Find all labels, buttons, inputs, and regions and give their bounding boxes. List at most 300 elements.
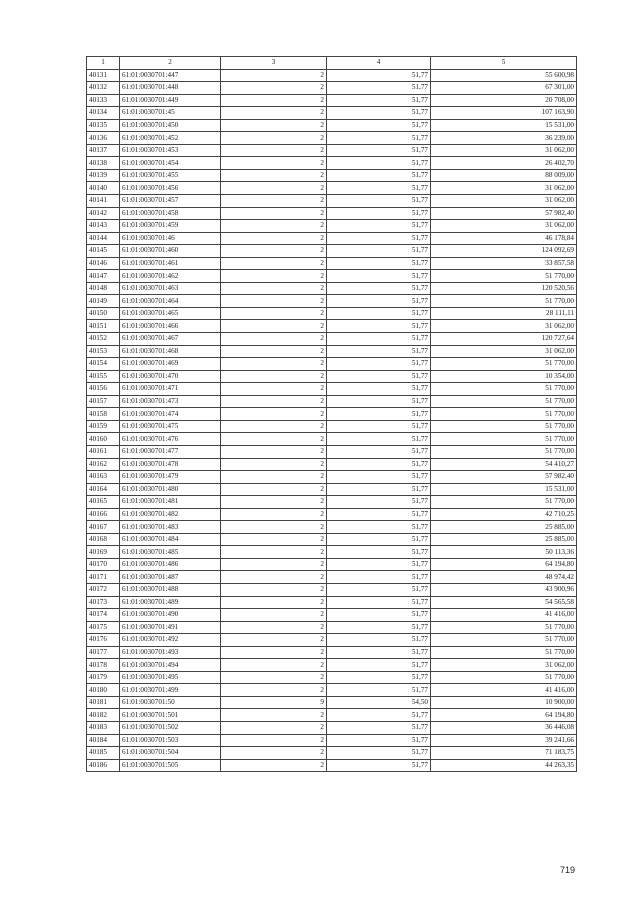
table-row (87, 471, 577, 484)
cell-cadastral-id: 61:01:0030701:458 (120, 207, 221, 220)
cell-amount: 31 062,00 (431, 320, 577, 333)
table-row (87, 583, 577, 596)
cell-rate: 51,77 (327, 82, 431, 95)
table-row (87, 458, 577, 471)
cell-cadastral-id: 61:01:0030701:456 (120, 182, 221, 195)
cell-number: 40181 (87, 696, 120, 709)
cell-amount: 51 770,00 (431, 383, 577, 396)
cell-rate: 51,77 (327, 383, 431, 396)
cell-amount: 41 416,00 (431, 684, 577, 697)
cell-cadastral-id: 61:01:0030701:45 (120, 107, 221, 120)
cell-number: 40170 (87, 558, 120, 571)
cell-count: 2 (221, 383, 327, 396)
cell-rate: 51,77 (327, 395, 431, 408)
cell-cadastral-id: 61:01:0030701:473 (120, 395, 221, 408)
cell-count: 2 (221, 333, 327, 346)
cell-cadastral-id: 61:01:0030701:503 (120, 734, 221, 747)
cell-cadastral-id: 61:01:0030701:502 (120, 721, 221, 734)
cell-amount: 124 092,69 (431, 245, 577, 258)
cell-amount: 51 770,00 (431, 420, 577, 433)
table-row (87, 395, 577, 408)
cell-amount: 31 062,00 (431, 195, 577, 208)
cell-rate: 51,77 (327, 320, 431, 333)
cell-rate: 51,77 (327, 521, 431, 534)
cell-number: 40160 (87, 433, 120, 446)
cell-number: 40169 (87, 546, 120, 559)
cell-count: 2 (221, 546, 327, 559)
cell-amount: 48 974,42 (431, 571, 577, 584)
cell-amount: 36 239,00 (431, 132, 577, 145)
table-row (87, 383, 577, 396)
cell-rate: 51,77 (327, 433, 431, 446)
cell-amount: 25 885,00 (431, 521, 577, 534)
table-row (87, 684, 577, 697)
cell-count: 2 (221, 671, 327, 684)
cell-rate: 51,77 (327, 270, 431, 283)
cell-number: 40180 (87, 684, 120, 697)
table-row (87, 107, 577, 120)
cell-count: 2 (221, 571, 327, 584)
cell-count: 2 (221, 646, 327, 659)
cell-count: 2 (221, 420, 327, 433)
cell-count: 2 (221, 596, 327, 609)
cell-rate: 51,77 (327, 232, 431, 245)
cell-number: 40150 (87, 307, 120, 320)
cell-cadastral-id: 61:01:0030701:495 (120, 671, 221, 684)
cell-cadastral-id: 61:01:0030701:476 (120, 433, 221, 446)
cell-count: 2 (221, 445, 327, 458)
cell-number: 40156 (87, 383, 120, 396)
cell-number: 40144 (87, 232, 120, 245)
cell-rate: 51,77 (327, 144, 431, 157)
cell-number: 40158 (87, 408, 120, 421)
cell-number: 40149 (87, 295, 120, 308)
table-header-row (87, 57, 577, 70)
cell-count: 2 (221, 257, 327, 270)
cell-count: 2 (221, 69, 327, 82)
cell-amount: 50 113,36 (431, 546, 577, 559)
cell-amount: 51 770,00 (431, 433, 577, 446)
cell-amount: 36 446,08 (431, 721, 577, 734)
cell-rate: 51,77 (327, 508, 431, 521)
cell-count: 2 (221, 320, 327, 333)
table-row (87, 282, 577, 295)
cell-number: 40153 (87, 345, 120, 358)
cell-cadastral-id: 61:01:0030701:468 (120, 345, 221, 358)
column-header: 2 (120, 57, 221, 70)
column-header: 4 (327, 57, 431, 70)
cell-cadastral-id: 61:01:0030701:464 (120, 295, 221, 308)
cell-number: 40141 (87, 195, 120, 208)
cell-cadastral-id: 61:01:0030701:450 (120, 119, 221, 132)
table-row (87, 521, 577, 534)
cell-amount: 54 410,27 (431, 458, 577, 471)
table-row (87, 747, 577, 760)
cell-number: 40168 (87, 533, 120, 546)
cell-amount: 44 263,35 (431, 759, 577, 772)
table-row (87, 408, 577, 421)
cell-count: 2 (221, 107, 327, 120)
cell-amount: 26 402,70 (431, 157, 577, 170)
cell-amount: 31 062,00 (431, 144, 577, 157)
cell-amount: 51 770,00 (431, 395, 577, 408)
cell-cadastral-id: 61:01:0030701:474 (120, 408, 221, 421)
cell-cadastral-id: 61:01:0030701:462 (120, 270, 221, 283)
cell-cadastral-id: 61:01:0030701:504 (120, 747, 221, 760)
cell-cadastral-id: 61:01:0030701:484 (120, 533, 221, 546)
cell-amount: 51 770,00 (431, 621, 577, 634)
cell-count: 2 (221, 207, 327, 220)
cell-amount: 15 531,00 (431, 483, 577, 496)
cell-cadastral-id: 61:01:0030701:466 (120, 320, 221, 333)
cell-rate: 51,77 (327, 496, 431, 509)
cell-number: 40176 (87, 634, 120, 647)
cell-count: 2 (221, 245, 327, 258)
cell-rate: 51,77 (327, 546, 431, 559)
table-body (87, 69, 577, 772)
cell-number: 40163 (87, 471, 120, 484)
cell-rate: 51,77 (327, 182, 431, 195)
table-row (87, 634, 577, 647)
table-row (87, 132, 577, 145)
cell-amount: 10 354,00 (431, 370, 577, 383)
cell-cadastral-id: 61:01:0030701:478 (120, 458, 221, 471)
cell-amount: 15 531,00 (431, 119, 577, 132)
cell-rate: 51,77 (327, 345, 431, 358)
cell-amount: 41 416,00 (431, 609, 577, 622)
cell-cadastral-id: 61:01:0030701:463 (120, 282, 221, 295)
table-row (87, 483, 577, 496)
cell-cadastral-id: 61:01:0030701:457 (120, 195, 221, 208)
cell-count: 2 (221, 232, 327, 245)
cell-number: 40182 (87, 709, 120, 722)
table-row (87, 496, 577, 509)
cell-rate: 51,77 (327, 621, 431, 634)
table-row (87, 307, 577, 320)
cell-number: 40172 (87, 583, 120, 596)
cell-rate: 51,77 (327, 169, 431, 182)
cell-amount: 51 770,00 (431, 445, 577, 458)
cell-amount: 64 194,80 (431, 709, 577, 722)
table-row (87, 195, 577, 208)
cell-number: 40175 (87, 621, 120, 634)
cell-count: 2 (221, 220, 327, 233)
cell-count: 2 (221, 295, 327, 308)
cell-amount: 20 708,00 (431, 94, 577, 107)
cell-cadastral-id: 61:01:0030701:46 (120, 232, 221, 245)
cell-rate: 51,77 (327, 282, 431, 295)
cell-rate: 51,77 (327, 721, 431, 734)
cell-number: 40147 (87, 270, 120, 283)
cell-amount: 71 183,75 (431, 747, 577, 760)
cell-number: 40167 (87, 521, 120, 534)
cell-cadastral-id: 61:01:0030701:461 (120, 257, 221, 270)
table-row (87, 445, 577, 458)
cell-number: 40138 (87, 157, 120, 170)
cell-number: 40154 (87, 358, 120, 371)
table-row (87, 157, 577, 170)
table-row (87, 621, 577, 634)
table-row (87, 696, 577, 709)
cell-rate: 51,77 (327, 571, 431, 584)
cell-count: 2 (221, 759, 327, 772)
cell-rate: 51,77 (327, 734, 431, 747)
cell-count: 2 (221, 533, 327, 546)
cell-rate: 54,50 (327, 696, 431, 709)
cell-count: 2 (221, 621, 327, 634)
cell-count: 2 (221, 558, 327, 571)
table-row (87, 245, 577, 258)
table-row (87, 220, 577, 233)
cell-rate: 51,77 (327, 207, 431, 220)
cell-amount: 120 727,64 (431, 333, 577, 346)
cell-number: 40185 (87, 747, 120, 760)
cell-rate: 51,77 (327, 220, 431, 233)
cell-cadastral-id: 61:01:0030701:453 (120, 144, 221, 157)
table-row (87, 144, 577, 157)
cell-cadastral-id: 61:01:0030701:477 (120, 445, 221, 458)
cell-rate: 51,77 (327, 558, 431, 571)
cell-number: 40140 (87, 182, 120, 195)
cell-amount: 43 900,96 (431, 583, 577, 596)
column-header: 3 (221, 57, 327, 70)
table-row (87, 646, 577, 659)
cell-number: 40143 (87, 220, 120, 233)
cell-amount: 10 900,00 (431, 696, 577, 709)
cell-rate: 51,77 (327, 107, 431, 120)
cell-count: 2 (221, 659, 327, 672)
cell-cadastral-id: 61:01:0030701:494 (120, 659, 221, 672)
cell-rate: 51,77 (327, 583, 431, 596)
column-header: 5 (431, 57, 577, 70)
table-row (87, 82, 577, 95)
table-row (87, 609, 577, 622)
cell-count: 2 (221, 408, 327, 421)
cell-rate: 51,77 (327, 420, 431, 433)
cell-amount: 88 009,00 (431, 169, 577, 182)
cell-rate: 51,77 (327, 709, 431, 722)
cell-count: 2 (221, 583, 327, 596)
cell-cadastral-id: 61:01:0030701:469 (120, 358, 221, 371)
table-row (87, 169, 577, 182)
cell-count: 2 (221, 270, 327, 283)
cell-number: 40166 (87, 508, 120, 521)
cell-cadastral-id: 61:01:0030701:481 (120, 496, 221, 509)
cell-rate: 51,77 (327, 596, 431, 609)
table-row (87, 433, 577, 446)
cell-rate: 51,77 (327, 646, 431, 659)
cell-rate: 51,77 (327, 119, 431, 132)
cell-rate: 51,77 (327, 483, 431, 496)
cell-rate: 51,77 (327, 659, 431, 672)
cell-number: 40164 (87, 483, 120, 496)
table-row (87, 734, 577, 747)
cell-rate: 51,77 (327, 157, 431, 170)
table-row (87, 571, 577, 584)
cell-number: 40146 (87, 257, 120, 270)
cell-amount: 67 301,00 (431, 82, 577, 95)
cell-cadastral-id: 61:01:0030701:460 (120, 245, 221, 258)
cell-amount: 120 520,56 (431, 282, 577, 295)
cell-cadastral-id: 61:01:0030701:492 (120, 634, 221, 647)
cell-count: 2 (221, 358, 327, 371)
cell-cadastral-id: 61:01:0030701:480 (120, 483, 221, 496)
cell-rate: 51,77 (327, 370, 431, 383)
table-row (87, 671, 577, 684)
cell-amount: 39 241,66 (431, 734, 577, 747)
cell-number: 40137 (87, 144, 120, 157)
cell-count: 2 (221, 395, 327, 408)
cell-amount: 25 885,00 (431, 533, 577, 546)
cell-cadastral-id: 61:01:0030701:493 (120, 646, 221, 659)
cell-number: 40134 (87, 107, 120, 120)
cell-amount: 64 194,80 (431, 558, 577, 571)
cell-rate: 51,77 (327, 471, 431, 484)
cell-count: 2 (221, 119, 327, 132)
cell-number: 40155 (87, 370, 120, 383)
cell-number: 40178 (87, 659, 120, 672)
cell-amount: 54 565,58 (431, 596, 577, 609)
cell-amount: 33 857,58 (431, 257, 577, 270)
table-row (87, 94, 577, 107)
cell-number: 40148 (87, 282, 120, 295)
cell-count: 2 (221, 307, 327, 320)
table-row (87, 69, 577, 82)
cell-number: 40184 (87, 734, 120, 747)
cell-count: 2 (221, 634, 327, 647)
table-row (87, 257, 577, 270)
cell-cadastral-id: 61:01:0030701:483 (120, 521, 221, 534)
cell-count: 2 (221, 157, 327, 170)
cell-cadastral-id: 61:01:0030701:482 (120, 508, 221, 521)
cell-count: 2 (221, 496, 327, 509)
cell-amount: 51 770,00 (431, 634, 577, 647)
cell-number: 40142 (87, 207, 120, 220)
cell-number: 40131 (87, 69, 120, 82)
cell-number: 40136 (87, 132, 120, 145)
cell-count: 2 (221, 521, 327, 534)
cell-count: 2 (221, 144, 327, 157)
cell-count: 2 (221, 169, 327, 182)
cell-count: 2 (221, 370, 327, 383)
cell-amount: 42 710,25 (431, 508, 577, 521)
table-row (87, 558, 577, 571)
cell-number: 40174 (87, 609, 120, 622)
cell-cadastral-id: 61:01:0030701:505 (120, 759, 221, 772)
cell-count: 2 (221, 734, 327, 747)
table-row (87, 232, 577, 245)
table-row (87, 119, 577, 132)
cell-rate: 51,77 (327, 634, 431, 647)
cell-cadastral-id: 61:01:0030701:487 (120, 571, 221, 584)
cell-count: 2 (221, 182, 327, 195)
cell-number: 40162 (87, 458, 120, 471)
cell-rate: 51,77 (327, 307, 431, 320)
cell-count: 2 (221, 747, 327, 760)
cell-count: 9 (221, 696, 327, 709)
cell-number: 40173 (87, 596, 120, 609)
cell-amount: 55 600,98 (431, 69, 577, 82)
cell-count: 2 (221, 195, 327, 208)
cell-cadastral-id: 61:01:0030701:452 (120, 132, 221, 145)
cell-cadastral-id: 61:01:0030701:448 (120, 82, 221, 95)
cell-number: 40132 (87, 82, 120, 95)
table-row (87, 370, 577, 383)
cell-count: 2 (221, 433, 327, 446)
cell-count: 2 (221, 721, 327, 734)
cell-count: 2 (221, 458, 327, 471)
cell-rate: 51,77 (327, 295, 431, 308)
cell-amount: 51 770,00 (431, 496, 577, 509)
cell-rate: 51,77 (327, 759, 431, 772)
cell-cadastral-id: 61:01:0030701:465 (120, 307, 221, 320)
cell-count: 2 (221, 471, 327, 484)
cell-count: 2 (221, 483, 327, 496)
cell-amount: 51 770,00 (431, 646, 577, 659)
cell-cadastral-id: 61:01:0030701:470 (120, 370, 221, 383)
column-header: 1 (87, 57, 120, 70)
cell-number: 40145 (87, 245, 120, 258)
data-table (86, 56, 577, 772)
cell-cadastral-id: 61:01:0030701:449 (120, 94, 221, 107)
cell-rate: 51,77 (327, 245, 431, 258)
cell-number: 40161 (87, 445, 120, 458)
cell-number: 40159 (87, 420, 120, 433)
cell-rate: 51,77 (327, 747, 431, 760)
cell-cadastral-id: 61:01:0030701:499 (120, 684, 221, 697)
cell-cadastral-id: 61:01:0030701:467 (120, 333, 221, 346)
cell-amount: 51 770,00 (431, 671, 577, 684)
cell-cadastral-id: 61:01:0030701:447 (120, 69, 221, 82)
cell-cadastral-id: 61:01:0030701:50 (120, 696, 221, 709)
cell-cadastral-id: 61:01:0030701:475 (120, 420, 221, 433)
cell-rate: 51,77 (327, 333, 431, 346)
cell-rate: 51,77 (327, 458, 431, 471)
cell-amount: 28 111,11 (431, 307, 577, 320)
cell-amount: 51 770,00 (431, 408, 577, 421)
cell-amount: 51 770,00 (431, 270, 577, 283)
table-row (87, 546, 577, 559)
page-number: 719 (560, 865, 576, 875)
cell-cadastral-id: 61:01:0030701:485 (120, 546, 221, 559)
cell-amount: 57 982,40 (431, 207, 577, 220)
table-row (87, 659, 577, 672)
cell-rate: 51,77 (327, 195, 431, 208)
cell-count: 2 (221, 709, 327, 722)
cell-number: 40177 (87, 646, 120, 659)
cell-amount: 31 062,00 (431, 220, 577, 233)
cell-rate: 51,77 (327, 445, 431, 458)
cell-cadastral-id: 61:01:0030701:488 (120, 583, 221, 596)
cell-cadastral-id: 61:01:0030701:471 (120, 383, 221, 396)
table-row (87, 182, 577, 195)
cell-rate: 51,77 (327, 609, 431, 622)
cell-rate: 51,77 (327, 257, 431, 270)
cell-count: 2 (221, 94, 327, 107)
cell-count: 2 (221, 684, 327, 697)
table-row (87, 420, 577, 433)
cell-count: 2 (221, 132, 327, 145)
cell-number: 40135 (87, 119, 120, 132)
table-row (87, 320, 577, 333)
cell-rate: 51,77 (327, 69, 431, 82)
cell-cadastral-id: 61:01:0030701:489 (120, 596, 221, 609)
cell-rate: 51,77 (327, 684, 431, 697)
cell-number: 40179 (87, 671, 120, 684)
cell-amount: 31 062,00 (431, 182, 577, 195)
cell-count: 2 (221, 345, 327, 358)
cell-rate: 51,77 (327, 533, 431, 546)
